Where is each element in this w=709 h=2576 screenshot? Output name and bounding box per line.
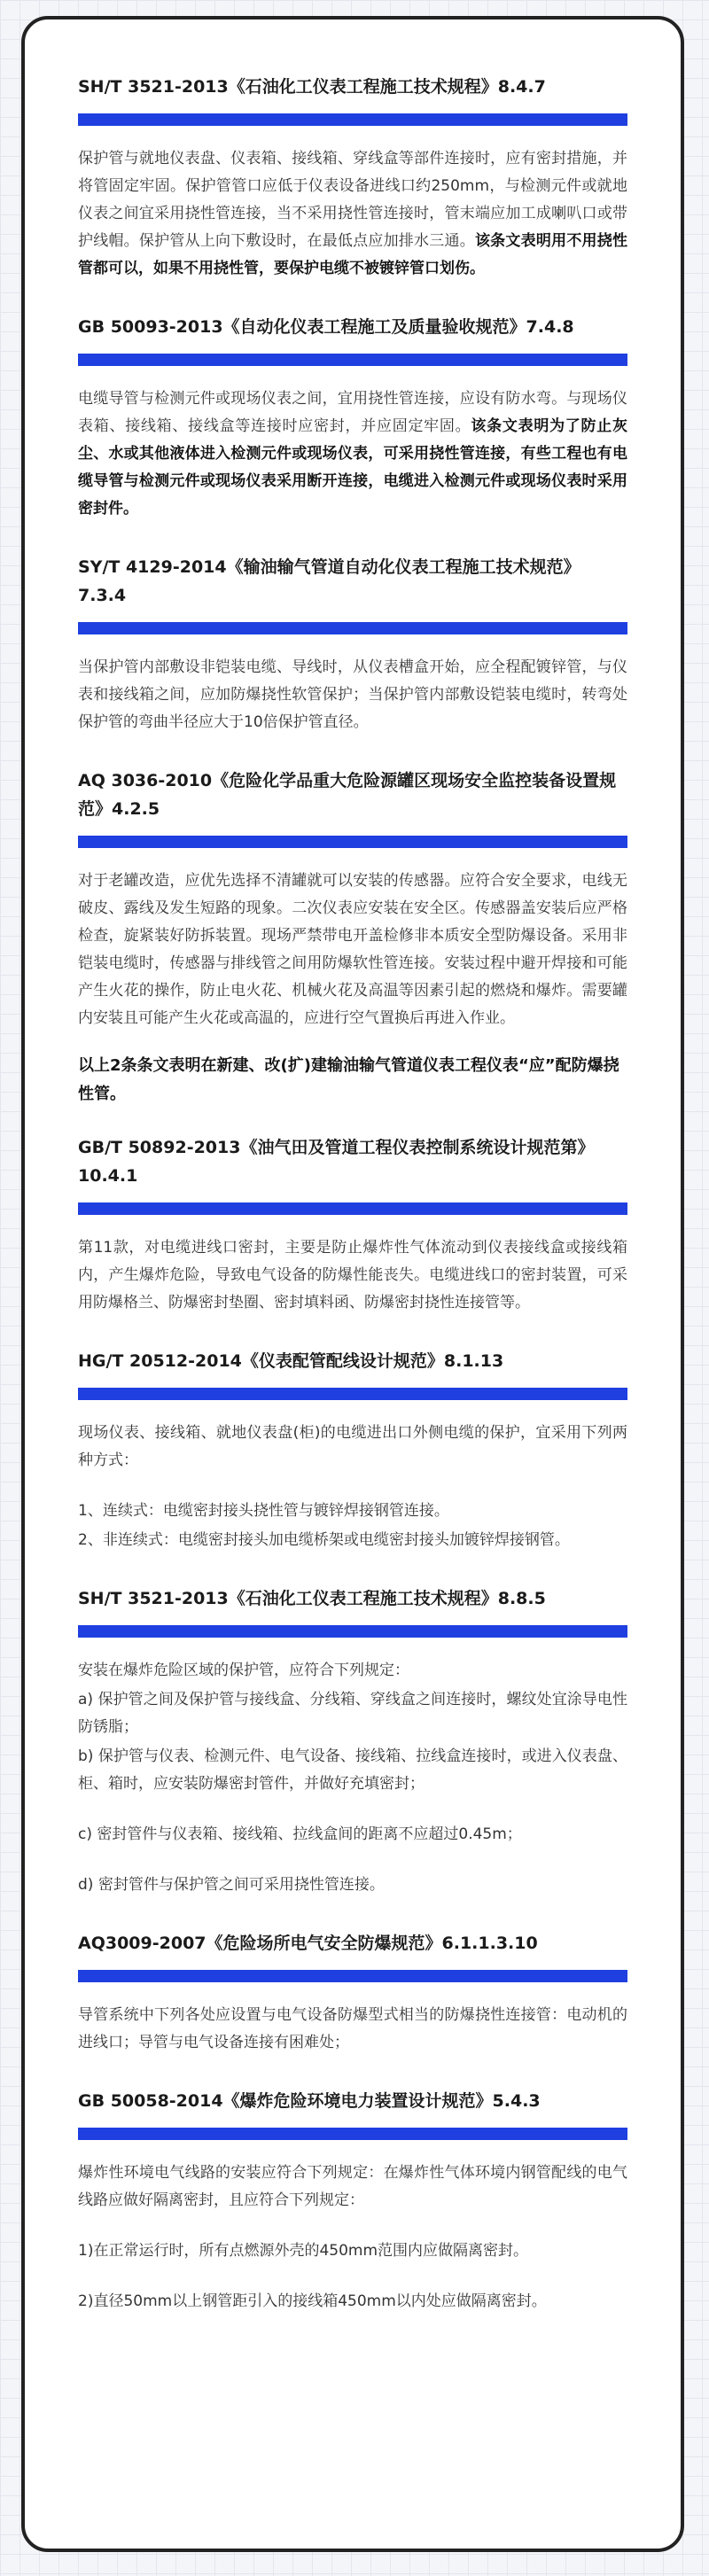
heading-underline-bar — [78, 2128, 627, 2140]
clause-commentary: 该条文表明为了防止灰尘、水或其他液体进入检测元件或现场仪表，可采用挠性管连接，有些工程也有电缆导管与检测元件或现场仪表采用断开连接，电缆进入检测元件或现场仪表时采用密封件。 — [78, 417, 628, 518]
clause-text: 电缆导管与检测元件或现场仪表之间，宜用挠性管连接，应设有防水弯。与现场仪表箱、接线箱、接线盒等连接时应密封，并应固定牢固。该条文表明为了防止灰尘、水或其他液体进入检测元件或现场仪表，可采用挠性管连接，有些工程也有电缆导管与检测元件或现场仪表采用断开连接，电缆进入检测元件或现场仪表时采用密封件。 — [78, 390, 628, 518]
heading-underline-bar — [78, 1625, 627, 1638]
clause-text: 爆炸性环境电气线路的安装应符合下列规定：在爆炸性气体环境内钢管配线的电气线路应做好隔离密封，且应符合下列规定： — [78, 2164, 627, 2209]
clause-commentary: 该条文表明用不用挠性管都可以，如果不用挠性管，要保护电缆不被镀锌管口划伤。 — [78, 232, 628, 277]
list-item: c) 密封管件与仪表箱、接线箱、拉线盒间的距离不应超过0.45m； — [78, 1825, 522, 1843]
heading-underline-bar — [78, 1970, 627, 1982]
clause-text: 保护管与就地仪表盘、仪表箱、接线箱、穿线盒等部件连接时，应有密封措施，并将管固定牢固。保护管管口应低于仪表设备进线口约250mm，与检测元件或就地仪表之间宜采用挠性管连接，当不采用挠性管连接时，管末端应加工成喇叭口或带护线帽。保护管从上向下敷设时，在最低点应加排水三通。该条文表明用不用挠性管都可以，如果不用挠性管，要保护电缆不被镀锌管口划伤。 — [78, 150, 628, 277]
heading-underline-bar — [78, 836, 627, 848]
clause-heading: SH/T 3521-2013《石油化工仪表工程施工技术规程》8.4.7 — [78, 77, 546, 97]
list-item: 2、非连续式：电缆密封接头加电缆桥架或电缆密封接头加镀锌焊接钢管。 — [78, 1531, 570, 1549]
clause-text: 导管系统中下列各处应设置与电气设备防爆型式相当的防爆挠性连接管：电动机的进线口；导管与电气设备连接有困难处； — [78, 2006, 627, 2051]
clause-heading: AQ 3036-2010《危险化学品重大危险源罐区现场安全监控装备设置规范》4.2.5 — [78, 771, 617, 819]
clause-section — [78, 767, 627, 1032]
list-item: 2)直径50mm以上钢管距引入的接线箱450mm以内处应做隔离密封。 — [78, 2292, 547, 2310]
document-card — [21, 16, 684, 2552]
clause-section — [78, 1133, 627, 1317]
clause-heading: HG/T 20512-2014《仪表配管配线设计规范》8.1.13 — [78, 1351, 504, 1371]
clause-text: 第11款，对电缆进线口密封，主要是防止爆炸性气体流动到仪表接线盒或接线箱内，产生爆炸危险，导致电气设备的防爆性能丧失。电缆进线口的密封装置，可采用防爆格兰、防爆密封垫圈、密封填料函、防爆密封挠性连接管等。 — [78, 1239, 627, 1311]
clause-heading: GB 50058-2014《爆炸危险环境电力装置设计规范》5.4.3 — [78, 2091, 541, 2111]
clause-heading: GB/T 50892-2013《油气田及管道工程仪表控制系统设计规范第》10.4.1 — [78, 1138, 595, 1186]
heading-underline-bar — [78, 1202, 627, 1215]
clause-text: 现场仪表、接线箱、就地仪表盘(柜)的电缆进出口外侧电缆的保护，宜采用下列两种方式： — [78, 1424, 627, 1469]
summary-note: 以上2条条文表明在新建、改(扩)建输油输气管道仪表工程仪表“应”配防爆挠性管。 — [78, 1056, 619, 1103]
heading-underline-bar — [78, 113, 627, 126]
heading-underline-bar — [78, 622, 627, 634]
list-item: 1)在正常运行时，所有点燃源外壳的450mm范围内应做隔离密封。 — [78, 2242, 529, 2260]
clause-heading: SH/T 3521-2013《石油化工仪表工程施工技术规程》8.8.5 — [78, 1589, 546, 1608]
heading-underline-bar — [78, 1388, 627, 1400]
clause-section — [78, 73, 627, 283]
list-item: 1、连续式：电缆密封接头挠性管与镀锌焊接钢管连接。 — [78, 1502, 449, 1520]
heading-underline-bar — [78, 354, 627, 366]
clause-text: 当保护管内部敷设非铠装电缆、导线时，从仪表槽盒开始，应全程配镀锌管，与仪表和接线箱之间，应加防爆挠性软管保护；当保护管内部敷设铠装电缆时，转弯处保护管的弯曲半径应大于10倍保护管直径。 — [78, 658, 627, 731]
clause-text: 安装在爆炸危险区域的保护管，应符合下列规定： — [78, 1662, 409, 1679]
clause-section — [78, 553, 627, 736]
clause-section — [78, 313, 627, 523]
clause-section — [78, 1584, 627, 1899]
clause-text: 对于老罐改造，应优先选择不清罐就可以安装的传感器。应符合安全要求，电线无破皮、露线及发生短路的现象。二次仪表应安装在安全区。传感器盖安装后应严格检查，旋紧装好防拆装置。现场严禁带电开盖检修非本质安全型防爆设备。采用非铠装电缆时，传感器与排线管之间用防爆软性管连接。安装过程中避开焊接和可能产生火花的操作，防止电火花、机械火花及高温等因素引起的燃烧和爆炸。需要罐内安装且可能产生火花或高温的，应进行空气置换后再进入作业。 — [78, 872, 627, 1027]
list-item: b) 保护管与仪表、检测元件、电气设备、接线箱、拉线盒连接时，或进入仪表盘、柜、箱时，应安装防爆密封管件，并做好充填密封； — [78, 1747, 627, 1793]
clause-section — [78, 1347, 627, 1554]
list-item: a) 保护管之间及保护管与接线盒、分线箱、穿线盒之间连接时，螺纹处宜涂导电性防锈脂； — [78, 1691, 627, 1736]
clause-heading: AQ3009-2007《危险场所电气安全防爆规范》6.1.1.3.10 — [78, 1934, 538, 1953]
clause-heading: GB 50093-2013《自动化仪表工程施工及质量验收规范》7.4.8 — [78, 317, 574, 337]
clause-heading: SY/T 4129-2014《输油输气管道自动化仪表工程施工技术规范》7.3.4 — [78, 557, 580, 605]
list-item: d) 密封管件与保护管之间可采用挠性管连接。 — [78, 1876, 385, 1894]
clause-section — [78, 1929, 627, 2057]
clause-section — [78, 2087, 627, 2315]
